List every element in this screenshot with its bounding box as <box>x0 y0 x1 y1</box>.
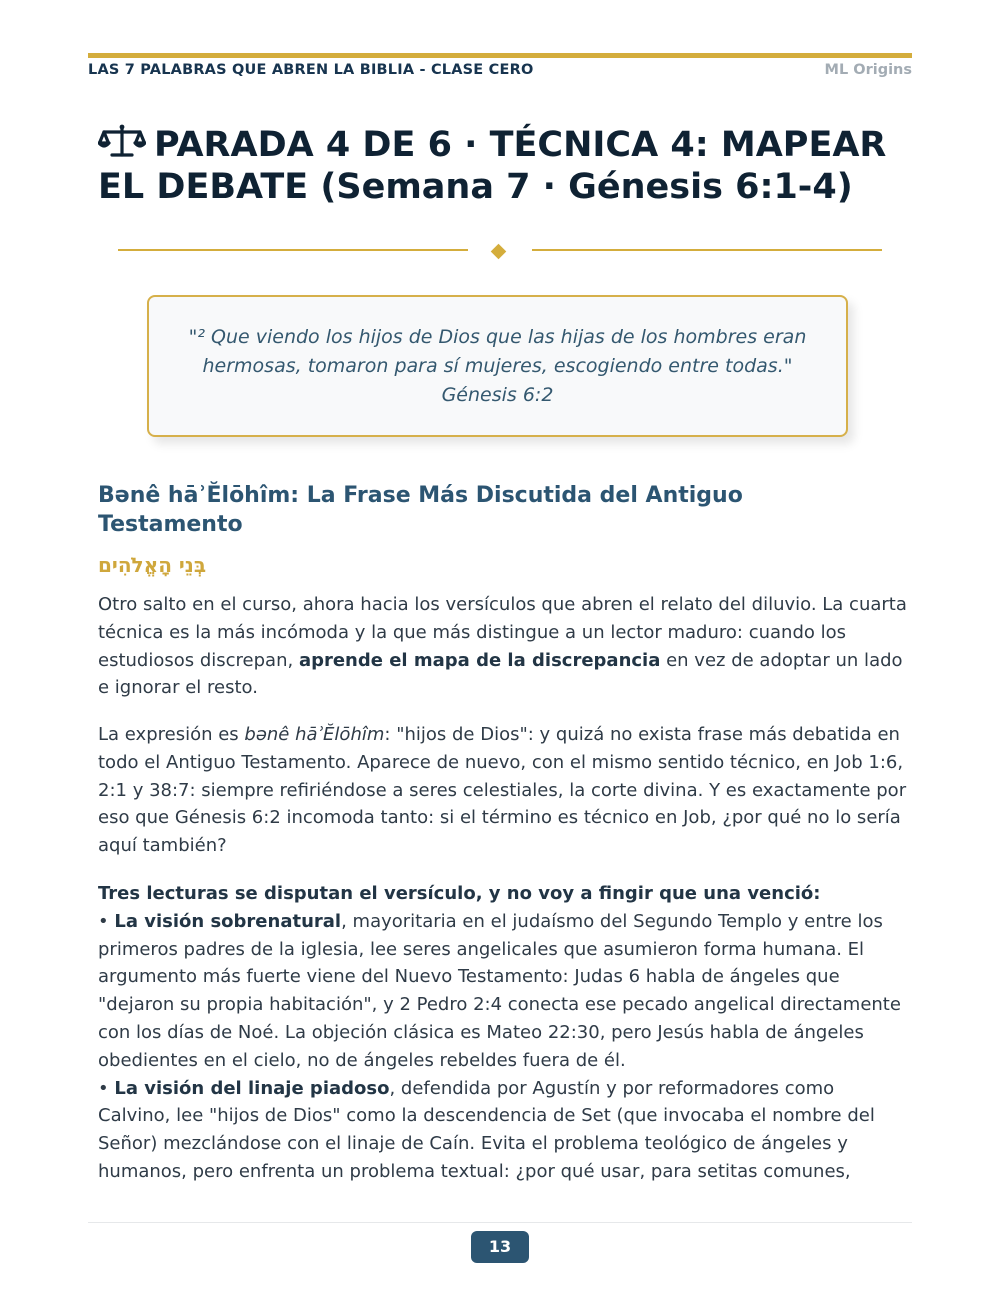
emphasis-text: aprende el mapa de la discrepancia <box>298 649 661 671</box>
footer-rule <box>88 1222 912 1223</box>
running-title: LAS 7 PALABRAS QUE ABREN LA BIBLIA - CLASE CERO <box>88 62 534 78</box>
page-title-text: PARADA 4 DE 6 · TÉCNICA 4: MAPEAR EL DEBATE (Semana 7 · Génesis 6:1-4) <box>98 125 887 207</box>
header-rule <box>88 53 912 58</box>
brand-name: ML Origins <box>824 62 912 78</box>
text-span: en vez de adoptar un lado e ignorar el resto. <box>98 649 903 699</box>
hebrew-phrase: בְּנֵי הָאֱלֹהִים <box>98 553 207 577</box>
scale-icon <box>98 123 146 159</box>
scripture-quote <box>147 295 848 437</box>
section-heading: Bənê hāʾĔlōhîm: La Frase Más Discutida del Antiguo Testamento <box>98 483 743 537</box>
divider-left <box>118 249 468 251</box>
text-span: La expresión es <box>98 724 245 745</box>
text-span: Otro salto en el curso, ahora hacia los versículos que abren el relato del diluvio. La cuarta técnica es la más incómoda y la que más distingue a un lector maduro: cuando los estudiosos discrepan, <box>98 594 907 671</box>
paragraph-expression <box>98 721 908 860</box>
transliterated-term: bənê hāʾĔlōhîm <box>244 724 385 745</box>
page-number: 13 <box>471 1231 529 1263</box>
divider-right <box>532 249 882 251</box>
view-sethite-label: La visión del linaje piadoso <box>114 1077 390 1099</box>
readings-lead: Tres lecturas se disputan el versículo, y no voy a fingir que una venció: <box>98 883 821 904</box>
bullet-2: • <box>98 1077 115 1099</box>
text-span: : "hijos de Dios": y quizá no exista frase más debatida en todo el Antiguo Testamento. Aparece de nuevo, con el mismo sentido técnico, en Job 1:6, 2:1 y 38:7: siempre refiriéndose a seres celestiales, la corte divina. Y es exactamente por eso que Génesis 6:2 incomoda tanto: si el término es técnico en Job, ¿por qué no lo sería aquí también? <box>98 724 907 857</box>
paragraph-three-readings <box>98 880 908 1186</box>
page-title <box>98 123 908 208</box>
quote-text: "² Que viendo los hijos de Dios que las hijas de los hombres eran hermosas, tomaron para sí mujeres, escogiendo entre todas." <box>188 326 807 377</box>
view-supernatural-label: La visión sobrenatural <box>114 910 342 932</box>
divider-diamond-icon <box>491 244 507 260</box>
paragraph-intro <box>98 591 908 702</box>
view-supernatural-text: , mayoritaria en el judaísmo del Segundo Templo y entre los primeros padres de la iglesia, lee seres angelicales que asumieron forma humana. El argumento más fuerte viene del Nuevo Testamento: Judas 6 habla de ángeles que "dejaron su propia habitación", y 2 Pedro 2:4 conecta ese pecado angelical directamente con los días de Noé. La objeción clásica es Mateo 22:30, pero Jesús habla de ángeles obedientes en el cielo, no de ángeles rebeldes fuera de él. <box>98 910 901 1071</box>
view-sethite-text: , defendida por Agustín y por reformadores como Calvino, lee "hijos de Dios" como la descendencia de Set (que invocaba el nombre del Señor) mezclándose con el linaje de Caín. Evita el problema teológico de ángeles y humanos, pero enfrenta un problema textual: ¿por qué usar, para setitas comunes, <box>98 1077 875 1182</box>
bullet-1: • <box>98 910 115 932</box>
quote-reference: Génesis 6:2 <box>441 384 554 406</box>
